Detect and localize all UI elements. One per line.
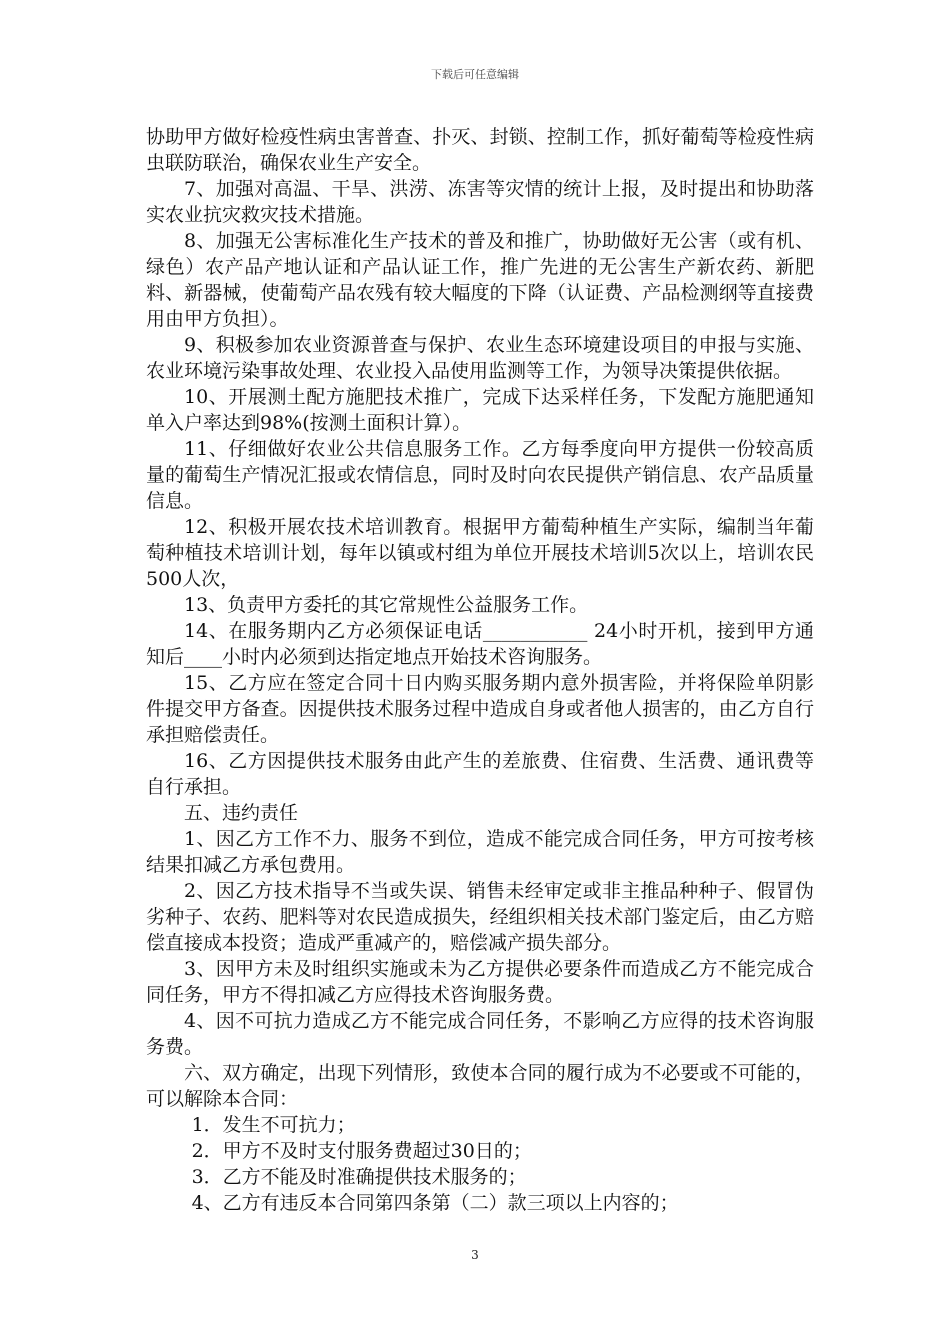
paragraph: 13、负责甲方委托的其它常规性公益服务工作。 <box>184 594 589 616</box>
paragraph: 9、积极参加农业资源普查与保护、农业生态环境建设项目的申报与实施、农业环境污染事故处理、农业投入品使用监测等工作，为领导决策提供依据。 <box>146 334 814 382</box>
paragraph: 12、积极开展农技术培训教育。根据甲方葡萄种植生产实际，编制当年葡萄种植技术培训计划，每年以镇或村组为单位开展技术培训5次以上，培训农民500人次， <box>146 516 814 590</box>
paragraph: 8、加强无公害标准化生产技术的普及和推广，协助做好无公害（或有机、绿色）农产品产地认证和产品认证工作，推广先进的无公害生产新农药、新肥料、新器械，使葡萄产品农残有较大幅度的下降（认证费、产品检测纲等直接费用由甲方负担）。 <box>146 230 814 330</box>
paragraph: 4、因不可抗力造成乙方不能完成合同任务，不影响乙方应得的技术咨询服务费。 <box>146 1010 814 1058</box>
paragraph: 3、因甲方未及时组织实施或未为乙方提供必要条件而造成乙方不能完成合同任务，甲方不得扣减乙方应得技术咨询服务费。 <box>146 958 814 1006</box>
paragraph: 10、开展测土配方施肥技术推广，完成下达采样任务，下发配方施肥通知单入户率达到98%(按测土面积计算）。 <box>146 386 814 434</box>
document-body <box>146 124 814 1216</box>
paragraph: 15、乙方应在签定合同十日内购买服务期内意外损害险，并将保险单阴影件提交甲方备查。因提供技术服务过程中造成自身或者他人损害的，由乙方自行承担赔偿责任。 <box>146 672 814 746</box>
paragraph: 2、因乙方技术指导不当或失误、销售未经审定或非主推品种种子、假冒伪劣种子、农药、肥料等对农民造成损失，经组织相关技术部门鉴定后，由乙方赔偿直接成本投资；造成严重减产的，赔偿减产损失部分。 <box>146 880 814 954</box>
paragraph: 4、乙方有违反本合同第四条第（二）款三项以上内容的； <box>191 1192 679 1214</box>
paragraph: 2．甲方不及时支付服务费超过30日的； <box>191 1140 532 1162</box>
paragraph: 五、违约责任 <box>184 802 299 824</box>
paragraph: 7、加强对高温、干旱、洪涝、冻害等灾情的统计上报，及时提出和协助落实农业抗灾救灾技术措施。 <box>146 178 814 226</box>
page-header: 下载后可任意编辑 <box>431 68 519 81</box>
paragraph: 16、乙方因提供技术服务由此产生的差旅费、住宿费、生活费、通讯费等自行承担。 <box>146 750 814 798</box>
paragraph: 1、因乙方工作不力、服务不到位，造成不能完成合同任务，甲方可按考核结果扣减乙方承包费用。 <box>146 828 814 876</box>
paragraph: 3．乙方不能及时准确提供技术服务的； <box>191 1166 527 1188</box>
paragraph: 协助甲方做好检疫性病虫害普查、扑灭、封锁、控制工作，抓好葡萄等检疫性病虫联防联治，确保农业生产安全。 <box>146 126 814 174</box>
paragraph: 11、仔细做好农业公共信息服务工作。乙方每季度向甲方提供一份较高质量的葡萄生产情况汇报或农情信息，同时及时向农民提供产销信息、农产品质量信息。 <box>146 438 814 512</box>
paragraph: 1．发生不可抗力； <box>191 1114 356 1136</box>
paragraph: 14、在服务期内乙方必须保证电话___________ 24小时开机，接到甲方通知后____小时内必须到达指定地点开始技术咨询服务。 <box>146 620 814 668</box>
page-number: 3 <box>471 1248 479 1262</box>
paragraph: 六、双方确定，出现下列情形，致使本合同的履行成为不必要或不可能的，可以解除本合同： <box>146 1062 814 1110</box>
